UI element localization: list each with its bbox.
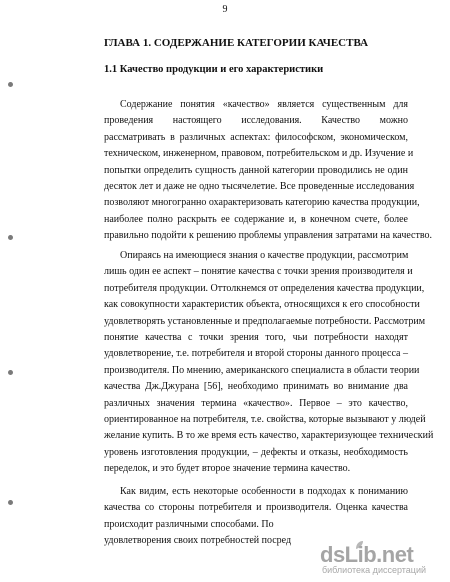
text-line: попытки определить сущность данной категории проводились не один <box>104 164 408 176</box>
punch-hole <box>8 82 13 87</box>
text-line: рассматривать в различных аспектах: философском, экономическом, <box>104 131 408 143</box>
text-line: удовлетворять установленные и предполагаемые потребности. Рассмотрим <box>104 315 426 327</box>
text-line: лишь один ее аспект – понятие качества с точки зрения производителя и <box>104 266 413 278</box>
text-line: Как видим, есть некоторые особенности в подходах к пониманию <box>120 486 408 497</box>
text-line: переделок, и это будет второе значение термина качество. <box>104 463 351 475</box>
text-line: понятие качества с точки зрения того, чьи потребности находят <box>104 331 408 343</box>
text-line: Опираясь на имеющиеся знания о качестве продукции, рассмотрим <box>120 250 409 261</box>
text-line: позволяют многогранно охарактеризовать категорию качества продукции, <box>104 197 420 209</box>
text-line: проведения настоящего исследования. Качество можно <box>104 115 408 127</box>
text-line: как совокупности характеристик объекта, относящихся к его способности <box>104 299 420 311</box>
watermark-logo: dsLib.net <box>320 542 414 567</box>
text-line: качества со стороны потребителя и производителя. Оценка качества <box>104 502 408 514</box>
text-line: происходит различными способами. По <box>104 518 274 530</box>
page-number: 9 <box>222 4 228 15</box>
text-line: качества Дж.Джурана [56], необходимо принимать во внимание два <box>104 381 408 393</box>
chapter-title: ГЛАВА 1. СОДЕРЖАНИЕ КАТЕГОРИИ КАЧЕСТВА <box>104 37 369 49</box>
section-title: 1.1 Качество продукции и его характеристики <box>104 64 324 75</box>
punch-hole <box>8 370 13 375</box>
paragraph-2 <box>104 248 434 477</box>
text-line: ориентированное на потребителя, т.е. свойства, которые вызывают у людей <box>104 413 426 425</box>
text-line: уровень изготовления продукции, – дефекты и отказы, необходимость <box>104 446 408 458</box>
text-line: различных значения термина «качество». Первое – это качество, <box>104 397 408 409</box>
text-line: наиболее полно раскрыть ее содержание и, в конечном счете, более <box>104 213 408 225</box>
text-line: правильно подойти к решению проблемы управления затратами на качество. <box>104 230 433 242</box>
text-line: десяток лет и даже не одно тысячелетие. Все проведенные исследования <box>104 180 415 192</box>
punch-hole <box>8 235 13 240</box>
text-line: желание купить. В то же время есть качество, характеризующее технический <box>104 430 434 442</box>
text-line: потребителя продукции. Оттолкнемся от определения качества продукции, <box>104 282 425 294</box>
text-line: техническом, инженерном, правовом, потребительском и др. Изучение и <box>104 148 414 160</box>
punch-hole <box>8 500 13 505</box>
watermark <box>320 540 444 576</box>
text-line: удовлетворения своих потребностей посред <box>104 535 292 547</box>
text-line: производителя. По мнению, американского специалиста в области теории <box>104 364 420 376</box>
text-line: удовлетворение, т.е. потребителя и второй стороны данного процесса – <box>104 348 408 360</box>
paragraph-1 <box>104 97 433 245</box>
watermark-subtitle: библиотека диссертаций <box>322 565 427 575</box>
text-line: Содержание понятия «качество» является существенным для <box>120 99 408 110</box>
